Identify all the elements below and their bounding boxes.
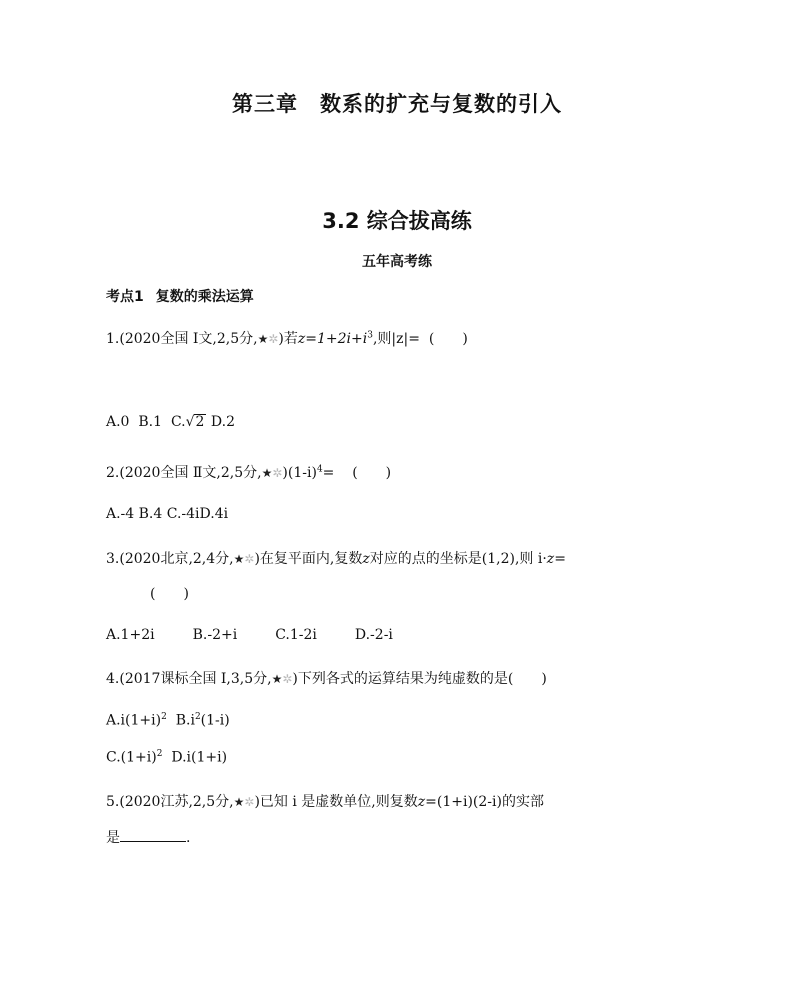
q4-option-b-exp: 2 <box>194 712 201 722</box>
sqrt-icon: √ <box>185 414 195 430</box>
q1-text: )若 <box>278 331 298 347</box>
q3-source: 3.(2020北京,2,4分, <box>106 551 234 567</box>
q3-var: z <box>362 551 370 567</box>
q5-source: 5.(2020江苏,2,5分, <box>106 794 234 810</box>
q1-option-c: C. <box>170 414 186 430</box>
q4-options-row-1 <box>106 712 230 729</box>
q2-tail: = <box>322 465 335 481</box>
topic-heading <box>106 286 254 306</box>
q1-option-a: A.0 <box>106 414 130 430</box>
q4-option-c: C.(1+i) <box>106 749 157 766</box>
q1-options <box>106 414 235 430</box>
chapter-number: 第三章 <box>232 92 298 116</box>
q1-exponent: 3 <box>367 330 373 341</box>
q1-option-d: D.2 <box>210 414 235 430</box>
section-title: 3.2 综合拔高练 <box>322 209 472 233</box>
q2-exponent: 4 <box>316 464 323 475</box>
q1-tail: ,则|z|= <box>372 331 420 347</box>
q4-option-d: D.i(1+i) <box>171 749 228 766</box>
q1-answer-bracket: ( ) <box>428 331 468 347</box>
q3-answer-bracket: ( ) <box>150 586 189 602</box>
q1-expr: z=1+2i+i <box>297 331 368 347</box>
q2-answer-bracket: ( ) <box>352 465 392 481</box>
question-5 <box>106 791 544 811</box>
q2-text: )(1-i) <box>282 465 317 481</box>
topic-title: 复数的乘法运算 <box>155 289 254 305</box>
star-hollow-icon: ✲ <box>244 795 255 809</box>
q3-tail: = <box>554 551 566 567</box>
q2-options: A.-4 B.4 C.-4iD.4i <box>106 506 229 522</box>
q3-option-c: C.1-2i <box>275 627 317 643</box>
q4-option-c-exp: 2 <box>156 749 163 759</box>
q5-text: )已知 i 是虚数单位,则复数 <box>254 794 418 810</box>
q4-options-row-2 <box>106 749 227 766</box>
q3-text: )在复平面内,复数 <box>254 551 363 567</box>
q4-text: )下列各式的运算结果为纯虚数的是( ) <box>292 671 547 687</box>
q5-line-2 <box>106 827 190 847</box>
star-hollow-icon: ✲ <box>268 332 279 346</box>
q3-option-b: B.-2+i <box>192 627 238 643</box>
q4-option-a-exp: 2 <box>161 712 167 722</box>
q1-source: 1.(2020全国 Ⅰ文,2,5分, <box>106 331 258 347</box>
question-2 <box>106 462 391 482</box>
q5-line2-text: 是 <box>106 830 120 846</box>
q1-option-c-radicand: 2 <box>195 414 205 430</box>
question-4 <box>106 668 547 688</box>
star-hollow-icon: ✲ <box>282 672 293 686</box>
q4-source: 4.(2017课标全国 Ⅰ,3,5分, <box>106 671 272 687</box>
q5-expr: =(1+i)(2-i)的实部 <box>425 794 544 810</box>
question-1 <box>106 328 468 348</box>
chapter-title <box>0 88 794 118</box>
q4-option-b: B.i <box>175 712 195 729</box>
topic-label: 考点1 <box>106 289 144 305</box>
star-filled-icon: ★ <box>233 795 245 809</box>
q3-options <box>106 627 393 643</box>
q4-option-b-post: (1-i) <box>200 712 230 729</box>
star-filled-icon: ★ <box>261 466 273 480</box>
q3-option-a: A.1+2i <box>106 627 155 643</box>
question-3 <box>106 548 566 568</box>
star-filled-icon: ★ <box>257 332 269 346</box>
q1-option-b: B.1 <box>138 414 163 430</box>
star-hollow-icon: ✲ <box>272 466 283 480</box>
q3-var-2: z <box>546 551 555 567</box>
chapter-name: 数系的扩充与复数的引入 <box>320 92 562 116</box>
q5-end: . <box>186 830 191 846</box>
star-filled-icon: ★ <box>271 672 283 686</box>
q3-mid: 对应的点的坐标是(1,2),则 i· <box>369 551 547 567</box>
q3-option-d: D.-2-i <box>354 627 393 643</box>
q5-var: z <box>417 794 426 810</box>
star-filled-icon: ★ <box>233 552 245 566</box>
star-hollow-icon: ✲ <box>244 552 255 566</box>
answer-blank[interactable] <box>120 829 186 842</box>
subsection-title: 五年高考练 <box>362 254 432 270</box>
q4-option-a: A.i(1+i) <box>106 712 162 729</box>
q2-source: 2.(2020全国 Ⅱ文,2,5分, <box>106 465 262 481</box>
